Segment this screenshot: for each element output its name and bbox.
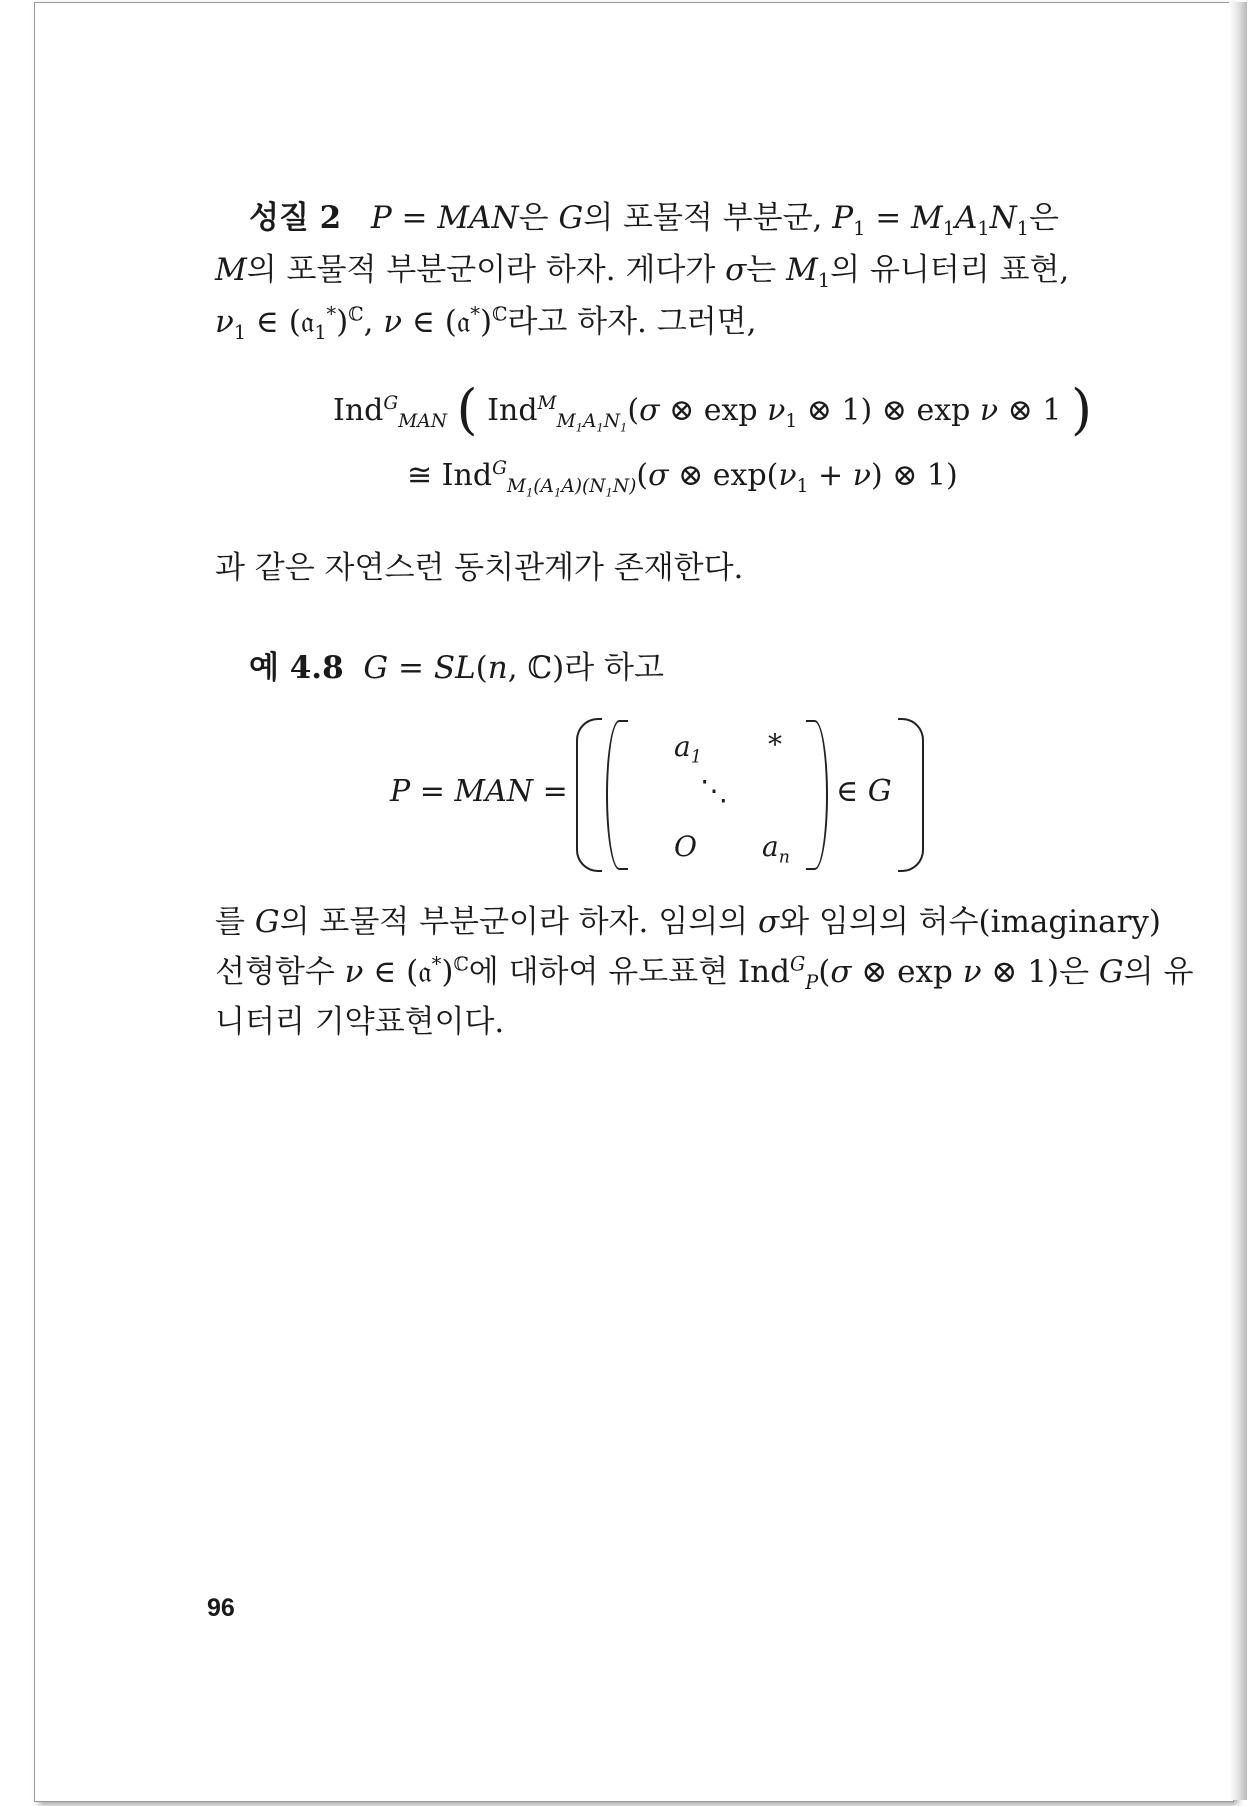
example-line-1: 를 G의 포물적 부분군이라 하자. 임의의 σ와 임의의 허수(imaginary) <box>215 904 1162 940</box>
matrix-cell-an: $a_n$ <box>762 830 790 868</box>
matrix-paren-right <box>806 720 828 870</box>
matrix-definition <box>388 712 928 872</box>
example-line-intro: 예 4.8 G = SL(n, ℂ)라 하고 <box>249 650 664 686</box>
equation-induced-1: Ind$^G_{MAN}$ ( Ind$^M_{M_1A_1N_1}$(σ ⊗ $\exp \nu_1$ ⊗ 1) ⊗ exp ν ⊗ 1 ) <box>333 378 1093 441</box>
example-label: 예 4.8 <box>249 650 344 686</box>
page-number: 96 <box>207 1594 235 1622</box>
property-label: 성질 2 <box>249 200 342 236</box>
set-brace-left <box>576 718 602 872</box>
property-line-1: 성질 2 P = MAN은 G의 포물적 부분군, $P_1 = M_1A_1N_1$은 <box>249 200 1059 241</box>
set-brace-right <box>898 718 924 872</box>
matrix-cell-a1: $a_1$ <box>674 730 702 768</box>
matrix-cell-star: * <box>768 728 782 761</box>
matrix-cell-dots: ⋱ <box>700 774 728 807</box>
matrix-paren-left <box>606 720 628 870</box>
matrix-lhs: P = MAN = <box>390 774 568 809</box>
property-line-2: M의 포물적 부분군이라 하자. 게다가 σ는 $M_1$의 유니터리 표현, <box>215 252 1070 293</box>
matrix-cell-zero: O <box>674 830 697 863</box>
property-line-3: $\nu_1$ ∈ (𝔞$_1$*)$^ℂ$, ν ∈ (𝔞*)$^ℂ$라고 하자. 그러면, <box>215 302 757 345</box>
equation-induced-2: ≅ Ind$^G_{M_1(A_1A)(N_1N)}$(σ ⊗ $\exp(\nu_1 + \nu)$ ⊗ 1) <box>407 458 958 500</box>
example-line-2: 선형함수 ν ∈ (𝔞*)$^ℂ$에 대하여 유도표현 Ind$^G_P$(σ ⊗ exp ν ⊗ 1)은 G의 유 <box>215 952 1194 995</box>
property-conclusion: 과 같은 자연스런 동치관계가 존재한다. <box>215 550 744 586</box>
example-line-3: 니터리 기약표현이다. <box>215 1004 505 1040</box>
matrix-in-g: ∈ G <box>836 774 892 809</box>
